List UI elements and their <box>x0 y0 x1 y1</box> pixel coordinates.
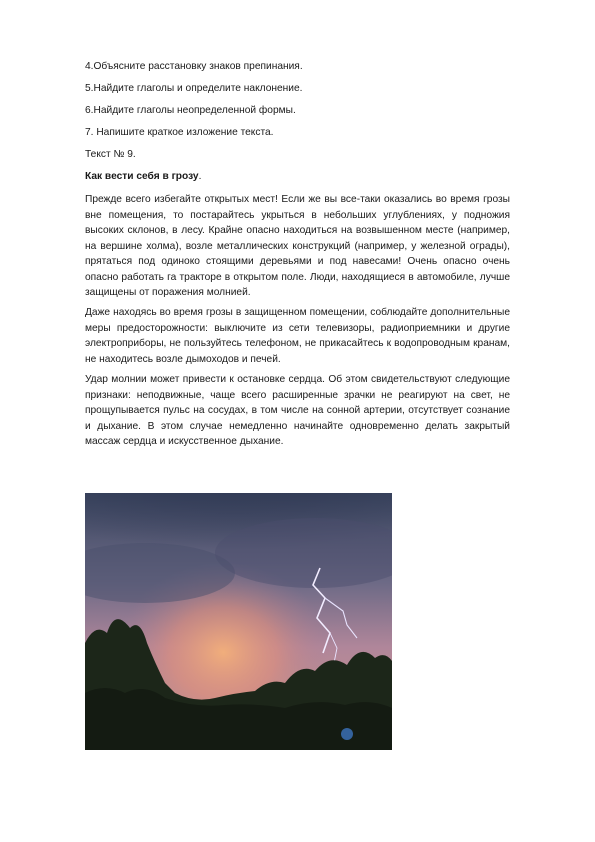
question-6: 6.Найдите глаголы неопределенной формы. <box>85 105 296 116</box>
text-number: Текст № 9. <box>85 149 136 160</box>
paragraph-1: Прежде всего избегайте открытых мест! Если же вы все-таки оказались во время грозы вне помещения, то постарайтесь укрыться в небольших углублениях, у подножия высоких склонов, в лесу. Крайне опасно находиться на возвышенном месте (например, на вершине холма), возле металлических конструкций (например, у железной ограды), прятаться под одиноко стоящими деревьями и под навесами! Очень опасно очень опасно работать га тракторе в открытом поле. Люди, находящиеся в автомобиле, лучше защищены от поражения молнией. <box>85 194 510 298</box>
lightning-photo <box>85 493 392 750</box>
question-4: 4.Объясните расстановку знаков препинания. <box>85 61 303 72</box>
question-7: 7. Напишите краткое изложение текста. <box>85 127 274 138</box>
paragraph-2: Даже находясь во время грозы в защищенном помещении, соблюдайте дополнительные меры предосторожности: выключите из сети телевизоры, радиоприемники и другие электроприборы, не пользуйтесь телефоном, не прикасайтесь к водопроводным кранам, не находитесь возле дымоходов и печей. <box>85 307 510 365</box>
paragraph-3: Удар молнии может привести к остановке сердца. Об этом свидетельствуют следующие признаки: неподвижные, чаще всего расширенные зрачки не реагируют на свет, не прощупывается пульс на сосудах, в том числе на сонной артерии, отсутствует сознание и дыхание. В этом случае немедленно начинайте одновременно делать закрытый массаж сердца и искусственное дыхание. <box>85 374 510 447</box>
text-title-tail: . <box>198 171 202 182</box>
text-title-bold: Как вести себя в грозу <box>85 171 199 182</box>
question-5: 5.Найдите глаголы и определите наклонение. <box>85 83 303 94</box>
text-title <box>85 170 201 183</box>
